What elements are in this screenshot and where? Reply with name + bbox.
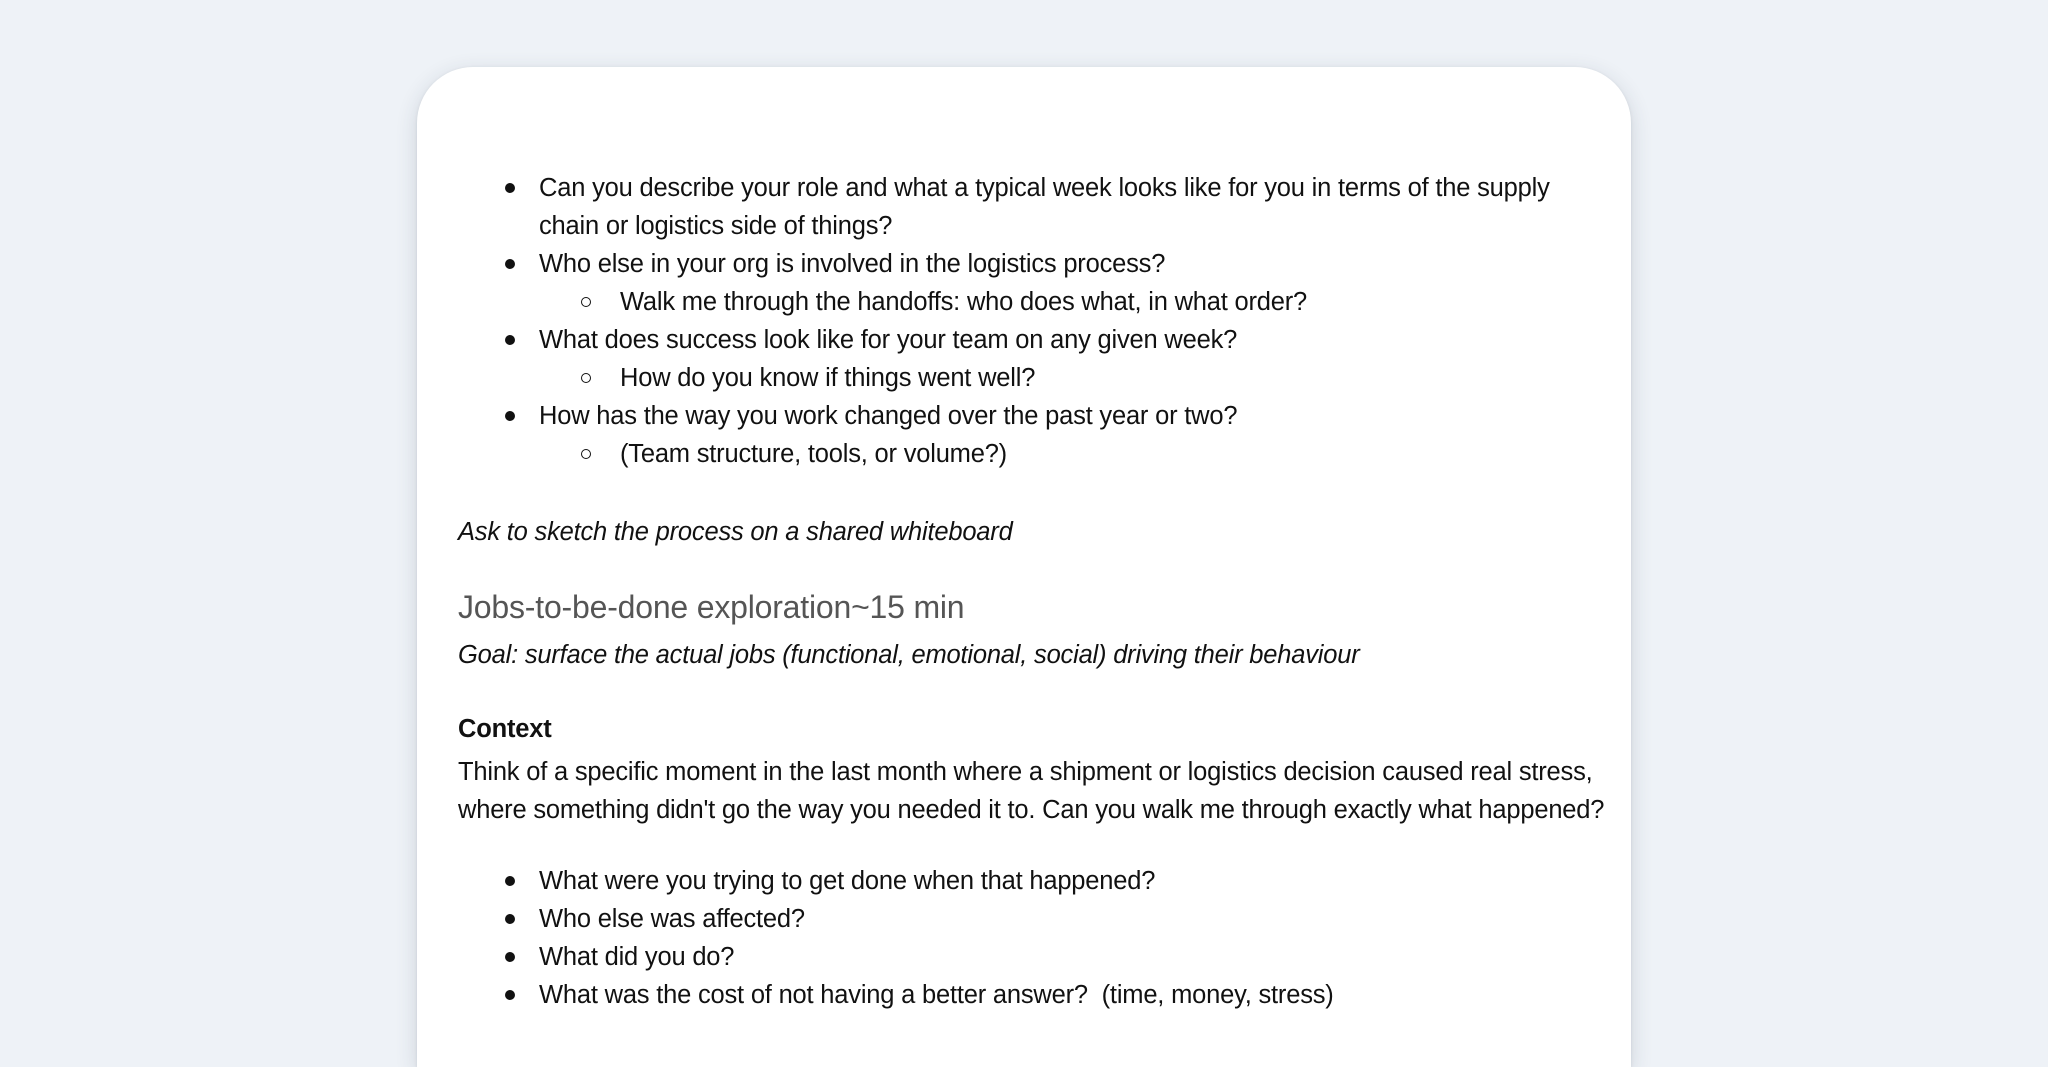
sub-list: [539, 435, 1611, 473]
intro-question-list: [458, 169, 1611, 473]
bullet-icon: [505, 938, 515, 976]
list-item-text: What were you trying to get done when that happened?: [539, 867, 1156, 895]
list-item-text: Who else in your org is involved in the logistics process?: [539, 250, 1166, 278]
sub-list-item: [620, 283, 1611, 321]
list-item: [539, 169, 1611, 245]
list-item: [539, 900, 1611, 938]
list-item: [539, 976, 1611, 1014]
list-item: [539, 245, 1611, 321]
list-item-text: What was the cost of not having a better answer? (time, money, stress): [539, 981, 1334, 1009]
list-item-text: What did you do?: [539, 943, 735, 971]
document-content: [458, 169, 1611, 1014]
list-item-text: Who else was affected?: [539, 905, 805, 933]
hollow-bullet-icon: [581, 435, 592, 473]
list-item: [539, 938, 1611, 976]
bullet-icon: [505, 900, 515, 938]
section-heading: Jobs-to-be-done exploration~15 min: [458, 589, 965, 625]
sub-list-item-text: Walk me through the handoffs: who does what, in what order?: [620, 288, 1308, 316]
whiteboard-note: Ask to sketch the process on a shared whiteboard: [458, 518, 1013, 546]
context-label: Context: [458, 715, 552, 743]
section-goal: Goal: surface the actual jobs (functional, emotional, social) driving their behaviour: [458, 641, 1360, 669]
hollow-bullet-icon: [581, 283, 592, 321]
list-item-text: Can you describe your role and what a typical week looks like for you in terms of the supply chain or logistics side of things?: [539, 174, 1550, 240]
sub-list: [539, 359, 1611, 397]
sub-list: [539, 283, 1611, 321]
list-item: [539, 321, 1611, 397]
bullet-icon: [505, 245, 515, 283]
list-item-text: How has the way you work changed over the past year or two?: [539, 402, 1238, 430]
context-prompt: Think of a specific moment in the last month where a shipment or logistics decision caused real stress, where something didn't go the way you needed it to. Can you walk me through exactly what happened?: [458, 758, 1605, 824]
bullet-icon: [505, 976, 515, 1014]
list-item-text: What does success look like for your team on any given week?: [539, 326, 1238, 354]
sub-list-item: [620, 435, 1611, 473]
list-item: [539, 397, 1611, 473]
sub-list-item: [620, 359, 1611, 397]
bullet-icon: [505, 862, 515, 900]
list-item: [539, 862, 1611, 900]
sub-list-item-text: How do you know if things went well?: [620, 364, 1036, 392]
bullet-icon: [505, 169, 515, 207]
document-page: [417, 67, 1631, 1067]
followup-question-list: [458, 862, 1611, 1014]
bullet-icon: [505, 321, 515, 359]
sub-list-item-text: (Team structure, tools, or volume?): [620, 440, 1007, 468]
bullet-icon: [505, 397, 515, 435]
hollow-bullet-icon: [581, 359, 592, 397]
